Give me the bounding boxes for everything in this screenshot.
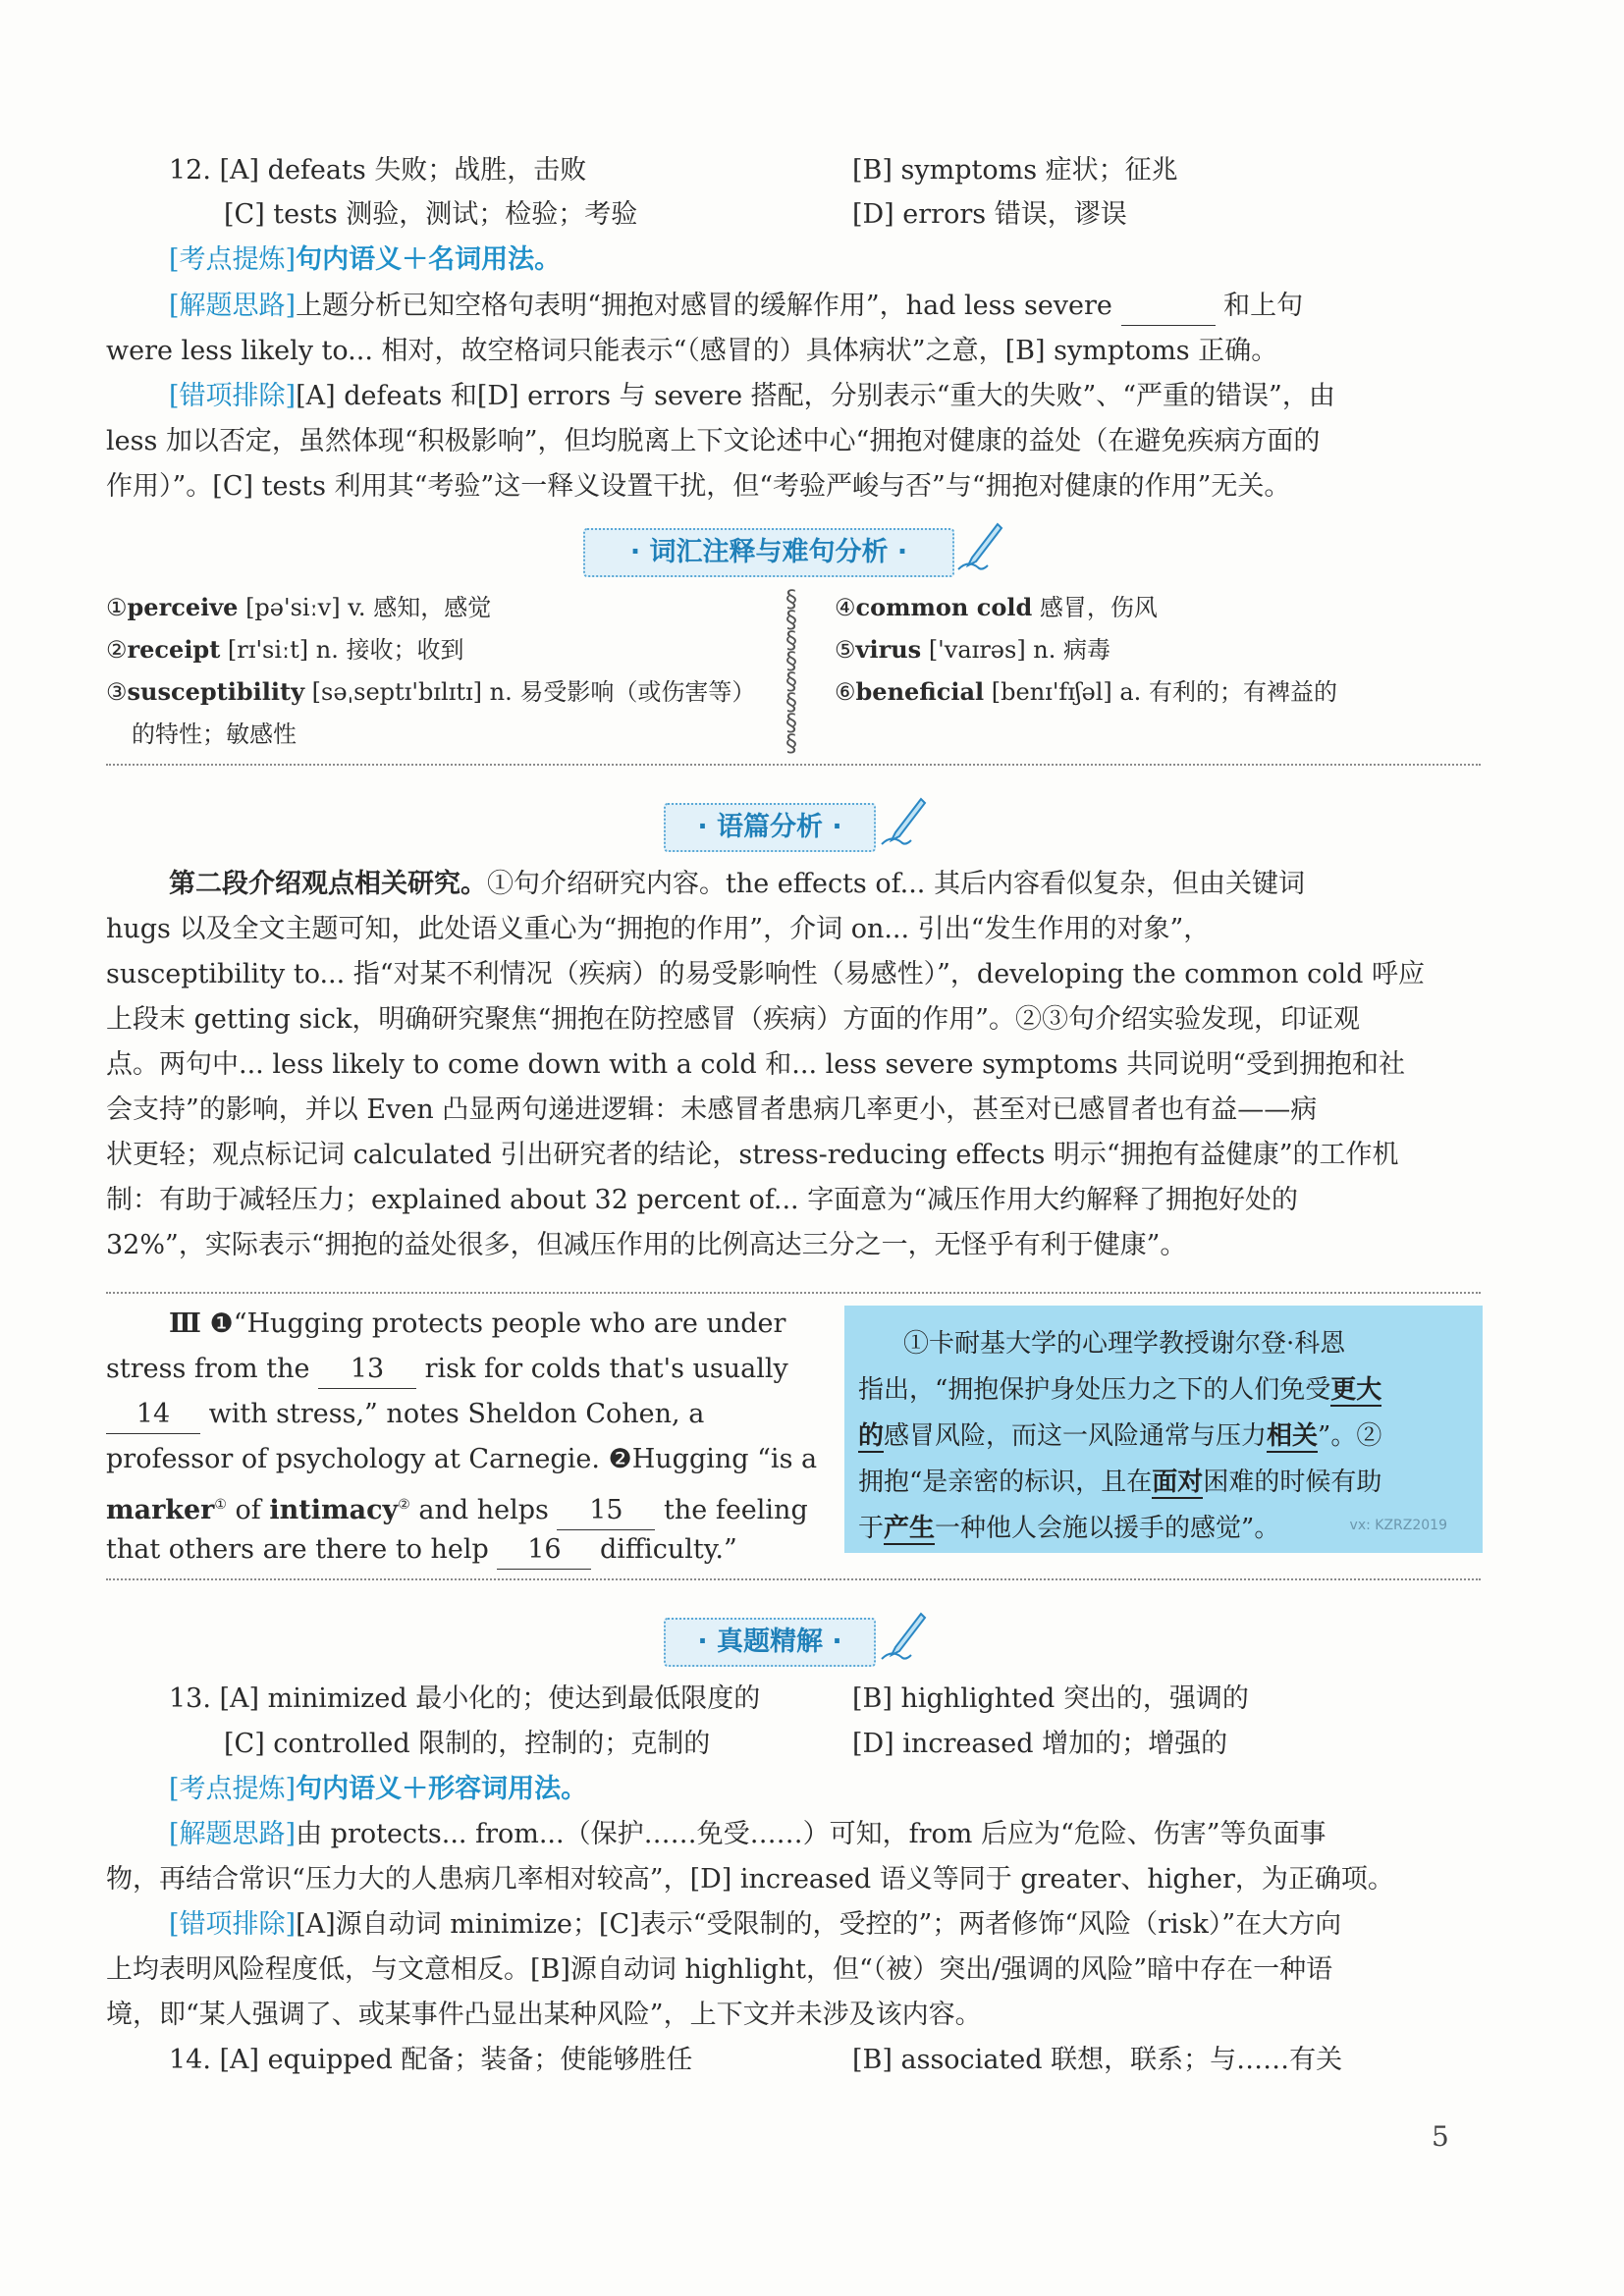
jieti-tag: [解题思路] [169,1819,297,1849]
q12-option-a: 12. [A] defeats 失败；战胜，击败 [169,155,587,186]
analysis-text: ①句介绍研究内容。the effects of... 其后内容看似复杂，但由关键词 [487,869,1305,899]
jieti-text: 由 protects... from...（保护……免受……）可知，from 后应为“危险、伤害”等负面事 [296,1819,1326,1849]
jieti-text: 上题分析已知空格句表明“拥抱对感冒的缓解作用”，had less severe [296,291,1112,321]
passage-text: difficulty.” [600,1534,737,1565]
translation-line [858,1414,1469,1460]
vocab-definition: [pə'siːv] v. 感知，感觉 [238,594,492,621]
passage-line [106,1396,704,1434]
vocab-definition: [rɪ'siːt] n. 接收；收到 [220,636,464,664]
passage-text: and helps [409,1495,549,1525]
translation-line: ①卡耐基大学的心理学教授谢尔登·科恩 [903,1329,1346,1359]
vocab-definition: 感冒，伤风 [1032,594,1158,621]
q13-jieti-line-2: 物，再结合常识“压力大的人患病几率相对较高”，[D] increased 语义等同于 greater、higher，为正确项。 [106,1864,1394,1895]
vocab-item [106,587,491,628]
vocab-item [835,587,1158,628]
translation-text: 指出，“拥抱保护身处压力之下的人们免受 [858,1375,1331,1405]
translation-text: 困难的时候有助 [1203,1468,1382,1497]
vocab-number: ⑥ [835,678,856,706]
section-banner-vocabulary: · 词汇注释与难句分析 · [583,528,954,577]
vocab-ref-word: marker [106,1495,215,1525]
passage-text: of [226,1495,270,1525]
vocab-number: ③ [106,678,128,706]
passage-line [169,1306,785,1343]
vocab-word: beneficial [855,677,985,706]
vocab-word: perceive [127,593,239,621]
translation-highlight: 面对 [1152,1468,1204,1497]
vocab-number: ④ [835,594,856,621]
passage-text: the feeling [664,1495,808,1525]
cuoxiang-text: [A] defeats 和[D] errors 与 severe 搭配，分别表示“重大的失败”、“严重的错误”，由 [296,381,1335,411]
q13-cuoxiang-line-2: 上均表明风险程度低，与文意相反。[B]源自动词 highlight，但“（被）突出/强调的风险”暗中存在一种语 [106,1954,1333,1985]
dotted-divider [106,1292,1481,1294]
analysis-line: susceptibility to... 指“对某不利情况（疾病）的易受影响性（易感性）”，developing the common cold 呼应 [106,959,1425,989]
dotted-divider [106,1578,1481,1580]
translation-text: 一种他人会施以援手的感觉”。 [935,1514,1280,1543]
footnote-ref: ② [398,1497,410,1513]
translation-box [844,1306,1483,1553]
vocab-definition: ['vaɪrəs] n. 病毒 [921,636,1111,664]
q13-option-c: [C] controlled 限制的，控制的；克制的 [224,1729,711,1759]
watermark: vx: KZRZ2019 [1349,1518,1447,1533]
vocab-item-continuation: 的特性；敏感性 [132,721,297,748]
section-roman-numeral: Ⅲ [169,1308,201,1339]
q13-jieti-line-1 [169,1816,1326,1853]
translation-highlight: 相关 [1267,1421,1319,1451]
blank-13: 13 [318,1351,416,1389]
vocab-word: virus [855,635,922,664]
q12-jieti-line-1 [169,288,1483,326]
translation-highlight: 产生 [884,1514,936,1543]
q12-option-d: [D] errors 错误，谬误 [852,199,1127,230]
vocab-word: susceptibility [127,677,305,706]
kaodian-tag: [考点提炼] [169,1774,297,1804]
jieti-text: 和上句 [1223,291,1304,321]
q12-kaodian [169,241,561,279]
q12-jieti-line-2: were less likely to... 相对，故空格词只能表示“（感冒的）具体病状”之意，[B] symptoms 正确。 [106,336,1278,366]
passage-text: stress from the [106,1354,310,1384]
translation-highlight: 的 [858,1421,885,1451]
answer-blank [1121,288,1216,326]
passage-text: that others are there to help [106,1534,489,1565]
passage-text: risk for colds that's usually [424,1354,788,1384]
translation-text: 感冒风险，而这一风险通常与压力 [884,1421,1268,1451]
analysis-line: 32%”，实际表示“拥抱的益处很多，但减压作用的比例高达三分之一，无怪乎有利于健康”。 [106,1230,1187,1260]
q13-kaodian [169,1771,587,1808]
footnote-ref: ① [214,1497,227,1513]
jieti-tag: [解题思路] [169,291,297,321]
blank-16: 16 [497,1531,591,1570]
vocab-word: receipt [127,635,221,664]
translation-text: ”。② [1318,1421,1382,1451]
analysis-line: 上段末 getting sick，明确研究聚焦“拥抱在防控感冒（疾病）方面的作用”。②③句介绍实验发现，印证观 [106,1004,1361,1035]
passage-text: Hugging “is a [631,1444,818,1474]
passage-text: professor of psychology at Carnegie. [106,1444,600,1474]
translation-line [858,1367,1469,1414]
translation-line [858,1460,1469,1506]
kaodian-text: 句内语义＋形容词用法。 [296,1774,588,1804]
vocab-item [106,629,463,670]
section-banner-text-analysis: · 语篇分析 · [664,803,876,852]
q12-option-c: [C] tests 测验，测试；检验；考验 [224,199,638,230]
translation-text: 于 [858,1514,885,1543]
blank-15: 15 [557,1492,655,1530]
q12-cuoxiang-line-2: less 加以否定，虽然体现“积极影响”，但均脱离上下文论述中心“拥抱对健康的益处（在避免疾病方面的 [106,426,1321,456]
translation-highlight: 更大 [1330,1375,1382,1405]
vocab-ref-word: intimacy [269,1495,399,1525]
vocab-item [106,671,755,713]
page-number: 5 [1432,2120,1449,2153]
passage-text: with stress,” notes Sheldon Cohen, a [208,1399,705,1429]
translation-text: 拥抱“是亲密的标识，且在 [858,1468,1153,1497]
vocab-number: ① [106,594,128,621]
passage-line [106,1441,817,1478]
analysis-line: 会支持”的影响，并以 Even 凸显两句递进逻辑：未感冒者患病几率更小，甚至对已感冒者也有益——病 [106,1095,1318,1125]
q13-option-d: [D] increased 增加的；增强的 [852,1729,1228,1759]
q13-option-b: [B] highlighted 突出的，强调的 [852,1683,1249,1714]
dotted-divider [106,764,1481,766]
analysis-line [169,866,1305,903]
vocab-item [835,671,1337,713]
vocab-word: common cold [855,593,1033,621]
q12-option-b: [B] symptoms 症状；征兆 [852,155,1178,186]
pen-icon [952,520,1005,573]
q12-cuoxiang-line-1 [169,378,1335,415]
passage-text: “Hugging protects people who are under [233,1308,786,1339]
pen-icon [876,1610,929,1663]
analysis-line: hugs 以及全文主题可知，此处语义重心为“拥抱的作用”，介词 on... 引出“发生作用的对象”， [106,914,1211,944]
section-banner-exam-analysis: · 真题精解 · [664,1618,876,1667]
sentence-number: ❶ [209,1308,234,1339]
kaodian-tag: [考点提炼] [169,244,297,275]
sentence-number: ❷ [608,1444,632,1474]
analysis-line: 状更轻；观点标记词 calculated 引出研究者的结论，stress-reducing effects 明示“拥抱有益健康”的工作机 [106,1140,1399,1170]
q13-cuoxiang-line-3: 境，即“某人强调了、或某事件凸显出某种风险”，上下文并未涉及该内容。 [106,2000,982,2030]
blank-14: 14 [106,1396,200,1434]
q14-option-a: 14. [A] equipped 配备；装备；使能够胜任 [169,2045,693,2075]
wavy-divider: § § § § § § § § [785,585,797,757]
kaodian-text: 句内语义＋名词用法。 [296,244,562,275]
analysis-heading: 第二段介绍观点相关研究。 [169,869,487,899]
q13-option-a: 13. [A] minimized 最小化的；使达到最低限度的 [169,1683,761,1714]
vocab-number: ⑤ [835,636,856,664]
passage-line [106,1486,808,1530]
vocab-number: ② [106,636,128,664]
passage-line [106,1531,737,1570]
cuoxiang-text: [A]源自动词 minimize；[C]表示“受限制的，受控的”；两者修饰“风险（risk）”在大方向 [296,1909,1342,1940]
pen-icon [876,795,929,848]
passage-line [106,1351,788,1389]
vocab-definition: [benɪ'fɪʃəl] a. 有利的；有裨益的 [984,678,1337,706]
q14-option-b: [B] associated 联想，联系；与……有关 [852,2045,1343,2075]
vocab-item [835,629,1110,670]
vocab-definition: [səˌseptɪ'bɪlɪtɪ] n. 易受影响（或伤害等） [304,678,756,706]
analysis-line: 制：有助于减轻压力；explained about 32 percent of... 字面意为“减压作用大约解释了拥抱好处的 [106,1185,1298,1215]
q13-cuoxiang-line-1 [169,1906,1341,1944]
cuoxiang-tag: [错项排除] [169,381,297,411]
q12-cuoxiang-line-3: 作用）”。[C] tests 利用其“考验”这一释义设置干扰，但“考验严峻与否”与“拥抱对健康的作用”无关。 [106,471,1291,502]
analysis-line: 点。两句中... less likely to come down with a cold 和... less severe symptoms 共同说明“受到拥抱和社 [106,1049,1406,1080]
cuoxiang-tag: [错项排除] [169,1909,297,1940]
